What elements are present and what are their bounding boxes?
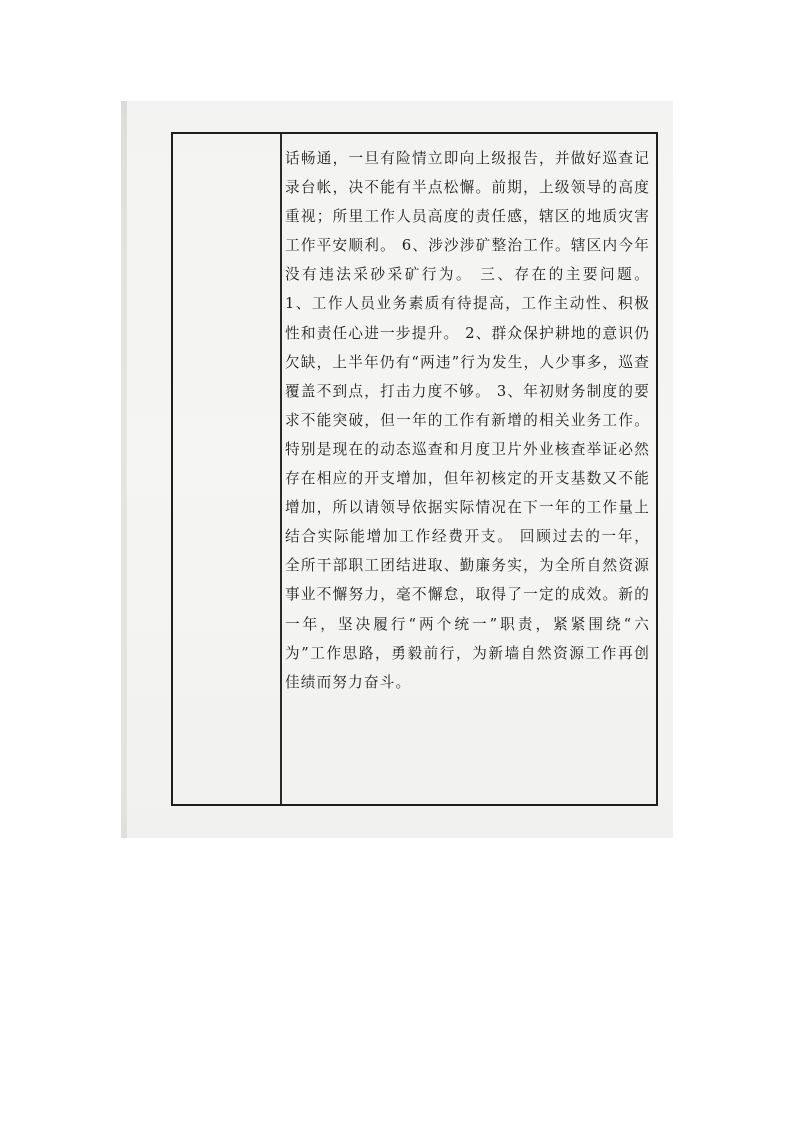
paper-sheet [127, 101, 673, 838]
report-body-text: 话畅通，一旦有险情立即向上级报告，并做好巡查记录台帐，决不能有半点松懈。前期，上级领导的高度重视；所里工作人员高度的责任感，辖区的地质灾害工作平安顺利。 6、涉沙涉矿整治工作。辖区内今年没有违法采砂采矿行为。 三、存在的主要问题。 1、工作人员业务素质有待提高，工作主动性、积极性和责任心进一步提升。 2、群众保护耕地的意识仍欠缺，上半年仍有“两违”行为发生，人少事多，巡查覆盖不到点，打击力度不够。 3、年初财务制度的要求不能突破，但一年的工作有新增的相关业务工作。特别是现在的动态巡查和月度卫片外业核查举证必然存在相应的开支增加，但年初核定的开支基数又不能增加，所以请领导依据实际情况在下一年的工作量上结合实际能增加工作经费开支。 回顾过去的一年，全所干部职工团结进取、勤廉务实，为全所自然资源事业不懈努力，毫不懈怠，取得了一定的成效。新的一年，坚决履行“两个统一”职责，紧紧围绕“六为”工作思路，勇毅前行，为新墙自然资源工作再创佳绩而努力奋斗。 [285, 150, 650, 691]
column-divider [280, 134, 282, 804]
document-photo [121, 101, 673, 838]
form-table [171, 132, 658, 806]
